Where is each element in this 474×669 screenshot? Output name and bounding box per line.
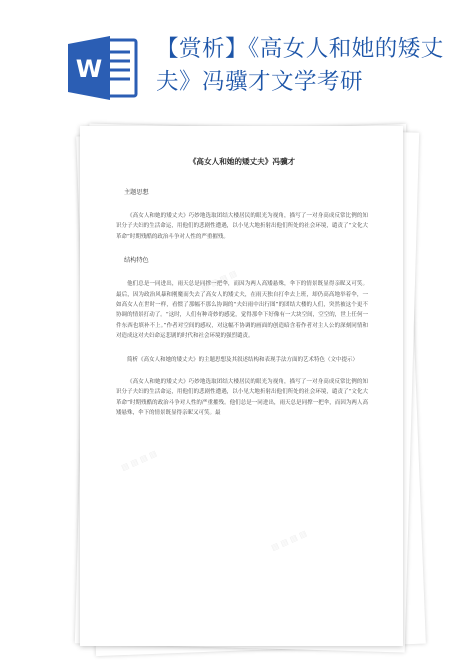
section-heading-theme: 主题思想	[124, 189, 149, 196]
paragraph-structure: 他们总是一同进出，雨天总是同撑一把伞，而因为两人高矮悬殊，伞下的情景既显得亲昵又可笑。最后，因为政治风暴和刚魔而失去了高女人的矮丈夫，在雨天独自打伞去上班，却仍高高地举着伞，一如高女人在世时一样，看惯了那幅不那么协调的“夫妇雨中出行图”的团结大楼的人们，突然被这个更不协调的情景打动了。“这时，人们有种奇妙的感觉，觉得那伞下好像有一大块空间，空空的，世上任何一件东西也填补不上。”作者对空间的感叹，对这幅不协调的画面的创造暗含着作者对主人公的深刻同情和对造成这对夫妇命运悲剧的时代和社会环境的强烈谴责。	[116, 281, 368, 340]
paragraph-question: 简析《高女人和她的矮丈夫》的主题思想及其叙述结构和表现手法方面的艺术特色（文中提示）	[127, 356, 359, 363]
page-title-line-1: 【赏析】《高女人和她的矮丈	[156, 36, 444, 62]
page-title-line-2: 夫》冯骥才文学考研	[156, 69, 364, 95]
document-body	[116, 156, 368, 432]
paragraph-theme: 《高女人和她的矮丈夫》巧妙地选取团结大楼居民的眼光为视角，描写了一对身高成反常比例的知识分子夫妇的生活命运，用他们的悲剧性遭遇，以小见大地折射出他们所处的社会环境，谴责了“文化大革命”时期残酷的政治斗争对人性的严重摧残。	[116, 213, 368, 240]
section-heading-structure: 结构特色	[124, 257, 149, 265]
watermark: ▤ ▤ ▤ ▤	[199, 268, 239, 293]
word-document-icon	[66, 34, 140, 102]
document-title: 《高女人和她的矮丈夫》冯骥才	[188, 157, 296, 166]
page-title	[156, 33, 456, 99]
document-page[interactable]	[80, 126, 403, 646]
paragraph-answer: 《高女人和她的矮丈夫》巧妙地选取团结大楼居民的眼光为视角，描写了一对身高成反常比例的知识分子夫妇的生活命运，用他们的悲剧性遭遇，以小见大地折射出他们所处的社会环境，谴责了“文化大革命”时期残酷的政治斗争对人性的严重摧残。他们总是一同进出，雨天总是同撑一把伞，而因为两人高矮悬殊，伞下的情景既显得亲昵又可笑。最	[116, 379, 368, 417]
watermark: ▤ ▤ ▤ ▤	[119, 448, 159, 473]
watermark: ▤ ▤ ▤ ▤	[269, 528, 309, 553]
word-icon-letter: W	[75, 55, 103, 83]
